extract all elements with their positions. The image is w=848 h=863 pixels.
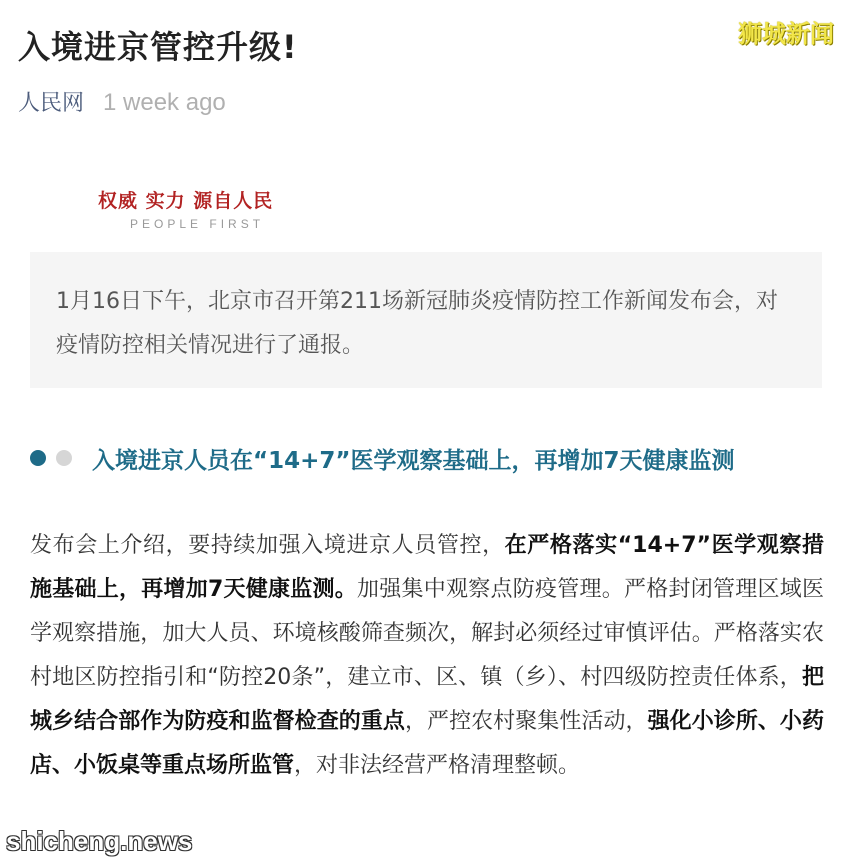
logo-subtitle: PEOPLE FIRST: [130, 217, 265, 231]
intro-box: [30, 252, 822, 388]
article-meta: [18, 86, 226, 117]
body-bold-3: 强化小诊所、小药店、小饭桌等重点场所监管: [30, 709, 824, 778]
article-title: 入境进京管控升级!: [18, 28, 298, 66]
dot-active-icon: [30, 450, 46, 466]
article-body: [30, 524, 824, 788]
watermark-bottom: shicheng.news: [6, 826, 193, 856]
logo-slogan: 权威 实力 源自人民: [98, 190, 274, 212]
section-heading: [30, 438, 830, 478]
publisher-logo: [98, 186, 298, 231]
section-heading-text: 入境进京人员在“14+7”医学观察基础上，再增加7天健康监测: [92, 447, 735, 474]
body-text-4: ，对非法经营严格清理整顿。: [294, 753, 581, 778]
body-bold-1: 在严格落实“14+7”医学观察措施基础上，再增加7天健康监测。: [30, 533, 824, 602]
body-text-1: 发布会上介绍，要持续加强入境进京人员管控，: [30, 533, 505, 558]
watermark-top: 狮城新闻: [738, 20, 834, 48]
timestamp: 1 week ago: [103, 89, 226, 116]
dot-inactive-icon: [56, 450, 72, 466]
body-bold-2: 把城乡结合部作为防疫和监督检查的重点: [30, 665, 824, 734]
intro-text: 1月16日下午，北京市召开第211场新冠肺炎疫情防控工作新闻发布会，对疫情防控相关情况进行了通报。: [56, 289, 778, 358]
source-link[interactable]: 人民网: [18, 91, 85, 116]
body-text-2: 加强集中观察点防疫管理。严格封闭管理区域医学观察措施，加大人员、环境核酸筛查频次，解封必须经过审慎评估。严格落实农村地区防控指引和“防控20条”，建立市、区、镇（乡）、村四级防控责任体系，: [30, 577, 824, 690]
body-text-3: ，严控农村聚集性活动，: [404, 709, 648, 734]
